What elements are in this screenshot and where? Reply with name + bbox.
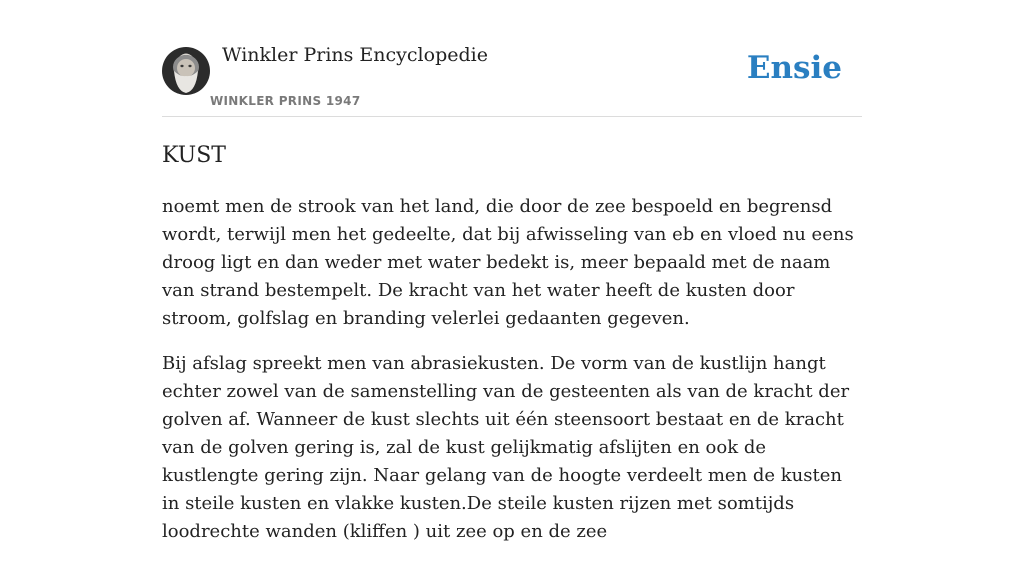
article-paragraph: Bij afslag spreekt men van abrasiekusten. De vorm van de kustlijn hangt echter zowel van de samenstelling van de gesteenten als van de kracht der golven af. Wanneer de kust slechts uit één steensoort bestaat en de kracht van de golven gering is, zal de kust gelijkmatig afslijten en ook de kustlengte gering zijn. Naar gelang van de hoogte verdeelt men de kusten in steile kusten en vlakke kusten.De steile kusten rijzen met somtijds loodrechte wanden (kliffen ) uit zee op en de zee [162,353,850,542]
ensie-logo[interactable]: Ensie [746,50,842,86]
article-body [162,193,862,546]
source-header [162,0,862,117]
source-subtitle: WINKLER PRINS 1947 [210,94,361,108]
avatar[interactable] [162,47,210,95]
page [162,0,862,563]
article-paragraph: noemt men de strook van het land, die door de zee bespoeld en begrensd wordt, terwijl men het gedeelte, dat bij afwisseling van eb en vloed nu eens droog ligt en dan weder met water bedekt is, meer bepaald met de naam van strand bestempelt. De kracht van het water heeft de kusten door stroom, golfslag en branding velerlei gedaanten gegeven. [162,196,854,329]
article-title: KUST [162,143,226,168]
source-title[interactable]: Winkler Prins Encyclopedie [222,44,488,66]
bearded-man-portrait-icon [162,47,210,95]
